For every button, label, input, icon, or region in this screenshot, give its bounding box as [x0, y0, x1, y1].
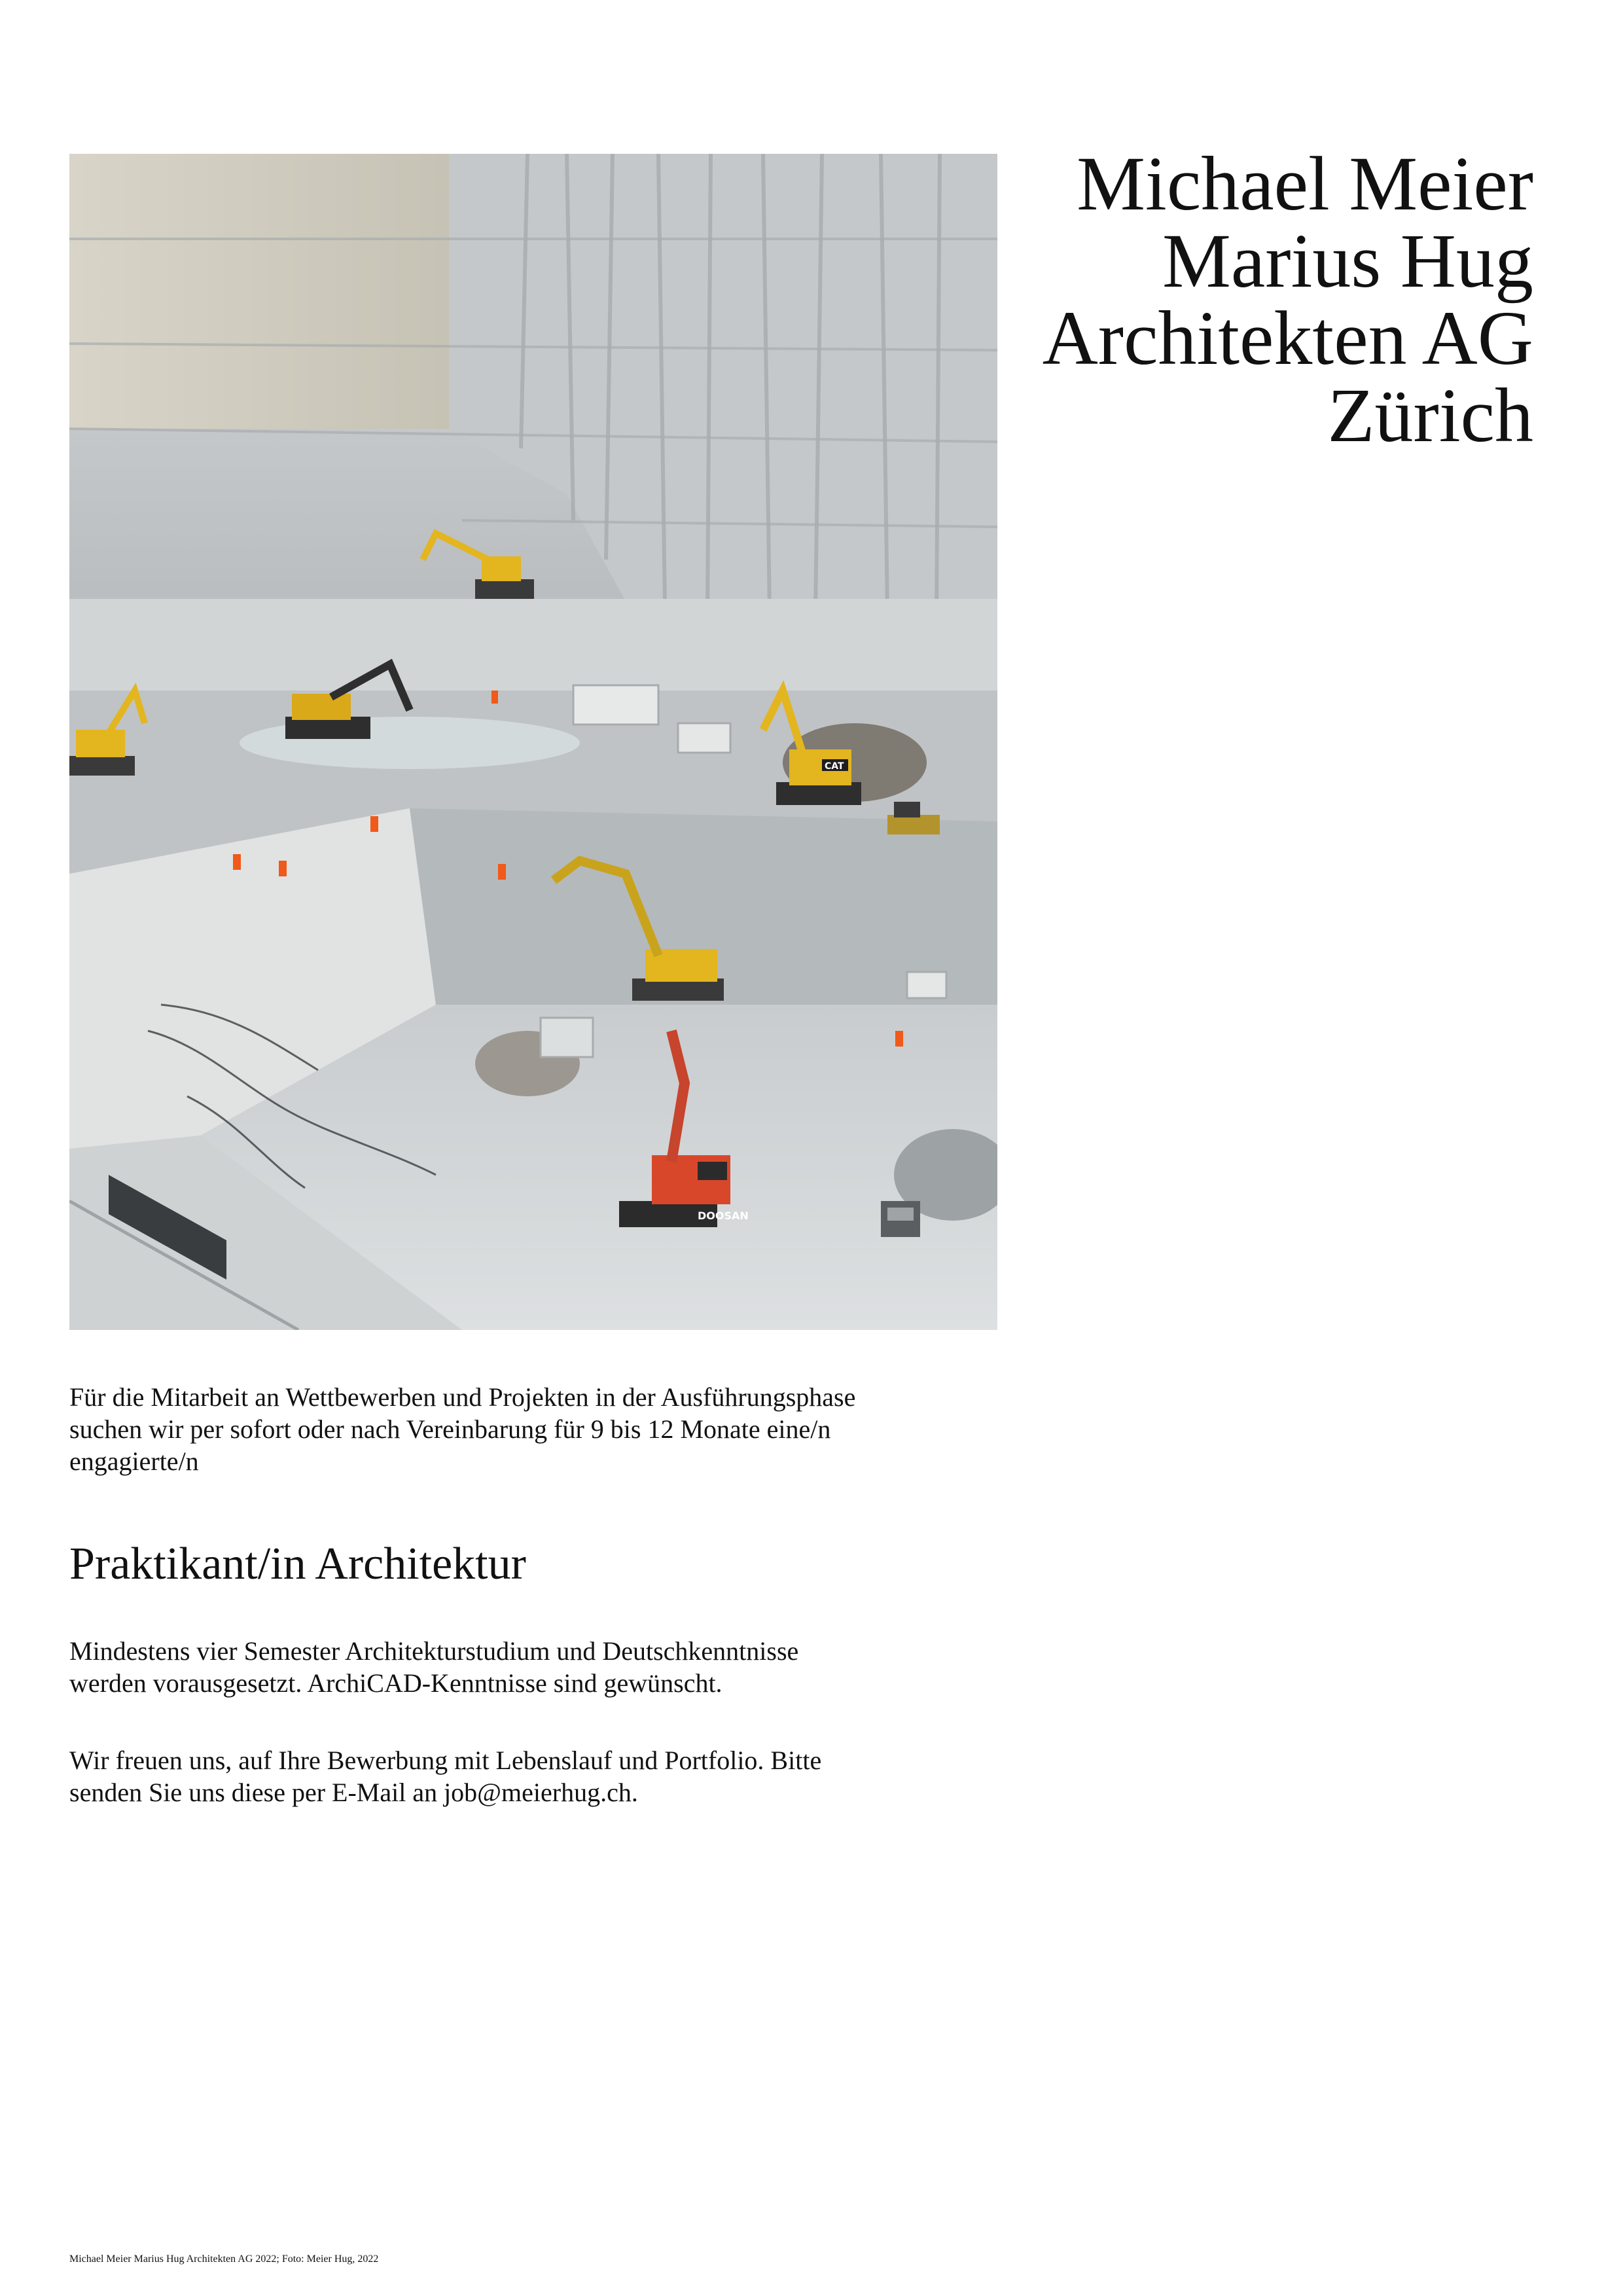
- job-title: Praktikant/in Architektur: [69, 1539, 526, 1589]
- quarry-photo: [69, 154, 997, 1330]
- firm-name: [944, 141, 1533, 458]
- worker: [233, 854, 241, 870]
- footer-credit: Michael Meier Marius Hug Architekten AG 2022; Foto: Meier Hug, 2022: [69, 2253, 379, 2265]
- firm-name-line-4: Zürich: [1327, 372, 1533, 458]
- skid-loader: [881, 1201, 920, 1237]
- marble-block: [678, 723, 730, 753]
- firm-name-line-3: Architekten AG: [1042, 295, 1533, 381]
- firm-name-line-2: Marius Hug: [1162, 218, 1533, 304]
- requirements-paragraph: [69, 1635, 1051, 1699]
- worker: [491, 691, 498, 704]
- application-paragraph: [69, 1744, 1051, 1808]
- worker: [370, 816, 378, 832]
- firm-name-line-1: Michael Meier: [1077, 141, 1533, 226]
- intro-line: engagierte/n: [69, 1446, 199, 1476]
- marble-block: [907, 972, 946, 998]
- intro-paragraph: [69, 1381, 1051, 1477]
- quarry-illustration: [69, 154, 997, 1330]
- intro-line: suchen wir per sofort oder nach Vereinbarung für 9 bis 12 Monate eine/n: [69, 1414, 831, 1444]
- cat-brand-label: CAT: [825, 761, 844, 772]
- worker: [279, 861, 287, 876]
- application-line: Wir freuen uns, auf Ihre Bewerbung mit Lebenslauf und Portfolio. Bitte: [69, 1746, 822, 1775]
- application-line: senden Sie uns diese per E-Mail an job@meierhug.ch.: [69, 1778, 638, 1807]
- marble-block: [541, 1018, 593, 1057]
- worker: [498, 864, 506, 880]
- requirements-line: Mindestens vier Semester Architekturstudium und Deutschkenntnisse: [69, 1636, 799, 1666]
- left-upper-wall: [69, 154, 449, 429]
- intro-line: Für die Mitarbeit an Wettbewerben und Projekten in der Ausführungsphase: [69, 1382, 856, 1412]
- doosan-brand-label: DOOSAN: [698, 1210, 749, 1222]
- worker: [895, 1031, 903, 1047]
- marble-block: [573, 685, 658, 725]
- upper-bench: [69, 599, 997, 691]
- requirements-line: werden vorausgesetzt. ArchiCAD-Kenntnisse sind gewünscht.: [69, 1668, 722, 1698]
